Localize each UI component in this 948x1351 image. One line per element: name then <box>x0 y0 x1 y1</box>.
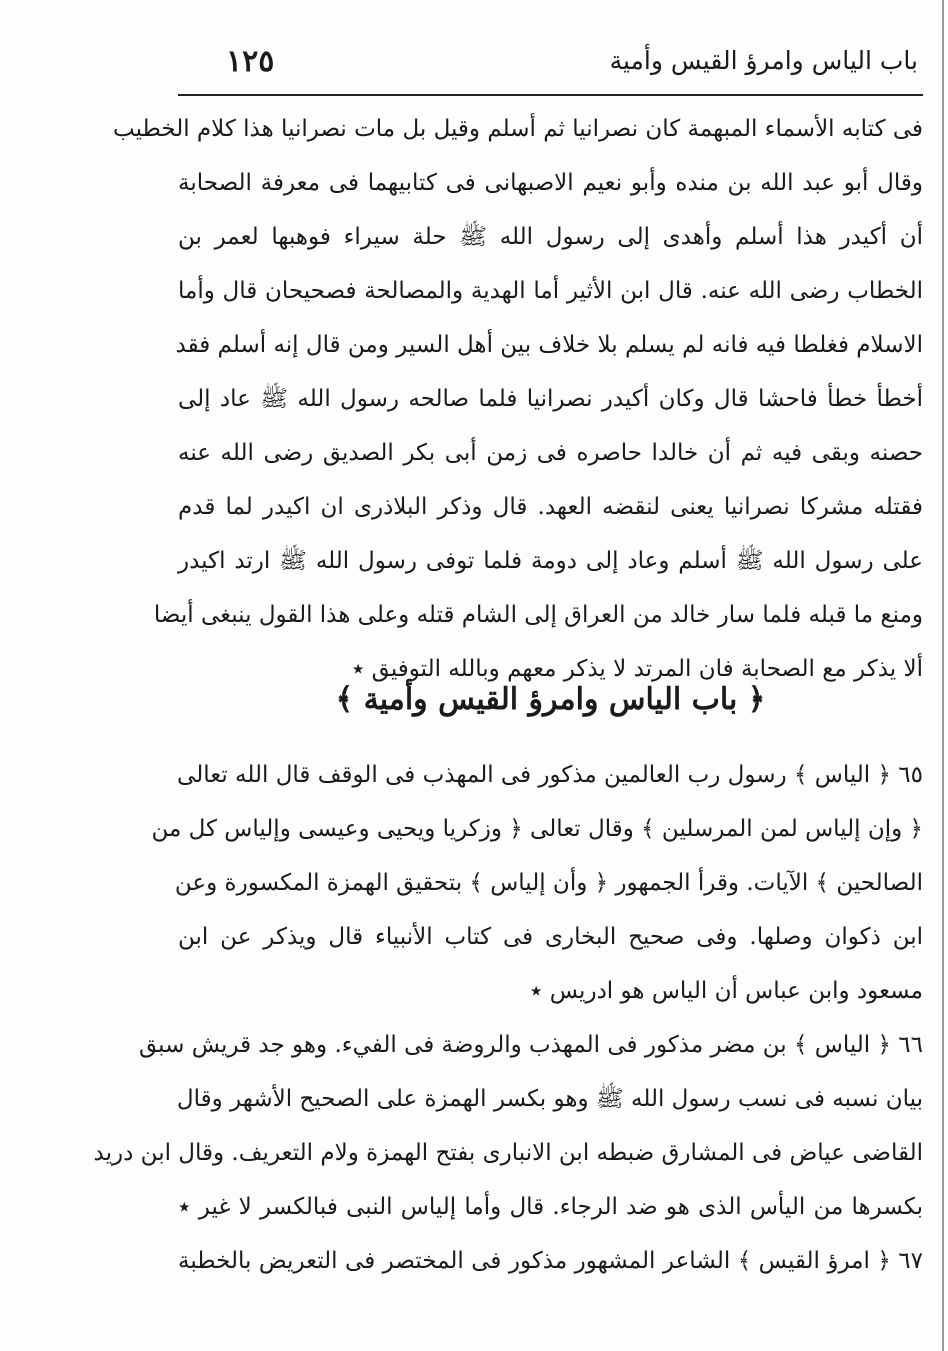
text-line: ٦٧ ﴿ امرؤ القيس ﴾ الشاعر المشهور مذكور فى المختصر فى التعريض بالخطبة <box>178 1248 923 1274</box>
text-line: الاسلام فغلطا فيه فانه لم يسلم بلا خلاف بين أهل السير ومن قال إنه أسلم فقد <box>175 332 923 358</box>
text-line: وقال أبو عبد الله بن منده وأبو نعيم الاصبهانى فى كتابيهما فى معرفة الصحابة <box>178 170 923 196</box>
text-line: الخطاب رضى الله عنه. قال ابن الأثير أما الهدية والمصالحة فصحيحان قال وأما <box>178 278 923 304</box>
top-text-block <box>112 102 923 696</box>
header-rule <box>178 94 923 96</box>
text-line: الصالحين ﴾ الآيات. وقرأ الجمهور ﴿ وأن إلياس ﴾ بتحقيق الهمزة المكسورة وعن <box>174 870 923 896</box>
text-line: فى كتابه الأسماء المبهمة كان نصرانيا ثم أسلم وقيل بل مات نصرانيا هذا كلام الخطيب <box>112 116 923 142</box>
text-line: بيان نسبه فى نسب رسول الله ﷺ وهو بكسر الهمزة على الصحيح الأشهر وقال <box>176 1086 923 1112</box>
header-title: باب الياس وامرؤ القيس وأمية <box>609 46 918 75</box>
text-line: أخطأ خطأ فاحشا قال وكان أكيدر نصرانيا فلما صالحه رسول الله ﷺ عاد إلى <box>178 386 923 412</box>
text-line: أن أكيدر هذا أسلم وأهدى إلى رسول الله ﷺ حلة سيراء فوهبها لعمر بن <box>178 224 923 250</box>
section-heading: ﴿ باب الياس وامرؤ القيس وأمية ﴾ <box>335 682 766 717</box>
page-number: ١٢٥ <box>226 44 275 79</box>
text-line: فقتله مشركا نصرانيا يعنى لنقضه العهد. قال وذكر البلاذرى ان اكيدر لما قدم <box>178 494 923 520</box>
text-line: القاضى عياض فى المشارق ضبطه ابن الانبارى بفتح الهمزة ولام التعريف. وقال ابن دريد <box>93 1140 923 1166</box>
text-line: ومنع ما قبله فلما سار خالد من العراق إلى الشام قتله وعلى هذا القول ينبغى أيضا <box>153 602 923 628</box>
text-line: ﴿ وإن إلياس لمن المرسلين ﴾ وقال تعالى ﴿ وزكريا ويحيى وعيسى وإلياس كل من <box>151 816 923 842</box>
text-line: ألا يذكر مع الصحابة فان المرتد لا يذكر معهم وبالله التوفيق ٭ <box>351 656 923 682</box>
text-line: مسعود وابن عباس أن الياس هو ادريس ٭ <box>529 978 923 1004</box>
text-line: ٦٥ ﴿ الياس ﴾ رسول رب العالمين مذكور فى المهذب فى الوقف قال الله تعالى <box>177 762 923 788</box>
text-line: حصنه وبقى فيه ثم أن خالدا حاصره فى زمن أبى بكر الصديق رضى الله عنه <box>178 440 923 466</box>
running-header <box>178 42 928 92</box>
text-line: بكسرها من اليأس الذى هو ضد الرجاء. قال وأما إلياس النبى فبالكسر لا غير ٭ <box>178 1194 923 1220</box>
text-line: ٦٦ ﴿ الياس ﴾ بن مضر مذكور فى المهذب والروضة فى الفيء. وهو جد قريش سبق <box>138 1032 923 1058</box>
page-edge-line <box>942 0 944 1351</box>
text-line: ابن ذكوان وصلها. وفى صحيح البخارى فى كتاب الأنبياء قال ويذكر عن ابن <box>178 924 923 950</box>
bottom-text-block <box>93 748 923 1288</box>
text-line: على رسول الله ﷺ أسلم وعاد إلى دومة فلما توفى رسول الله ﷺ ارتد اكيدر <box>178 548 923 574</box>
